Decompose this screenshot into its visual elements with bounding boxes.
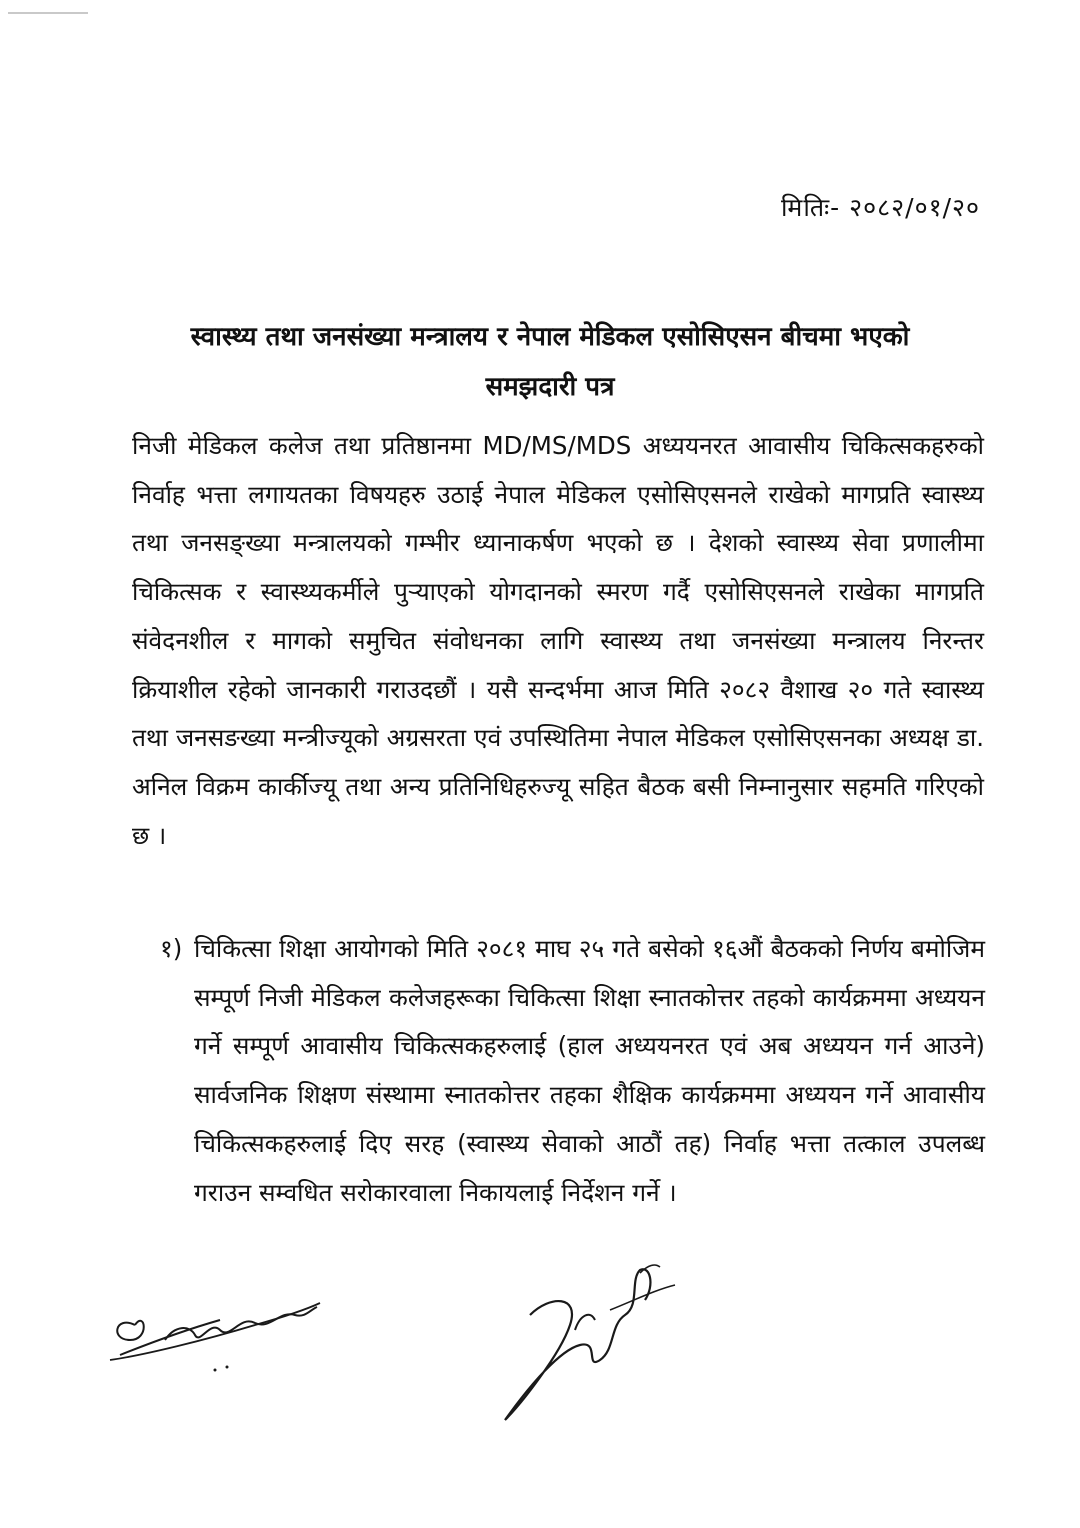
point-text: चिकित्सा शिक्षा आयोगको मिति २०८१ माघ २५ गते बसेको १६औं बैठकको निर्णय बमोजिम सम्पूर्ण निजी मेडिकल कलेजहरूका चिकित्सा शिक्षा स्नातकोत्तर तहको कार्यक्रममा अध्ययन गर्ने सम्पूर्ण आवासीय चिकित्सकहरुलाई (हाल अध्ययनरत एवं अब अध्ययन गर्न आउने) सार्वजनिक शिक्षण संस्थामा स्नातकोत्तर तहका शैक्षिक कार्यक्रममा अध्ययन गर्ने आवासीय चिकित्सकहरुलाई दिए सरह (स्वास्थ्य सेवाको आठौं तह) निर्वाह भत्ता तत्काल उपलब्ध गराउन सम्वधित सरोकारवाला निकायलाई निर्देशन गर्ने । <box>194 934 985 1207</box>
document-title <box>110 312 990 412</box>
date-label: मितिः- <box>780 193 841 222</box>
point-number: १) <box>160 934 183 963</box>
date-line <box>781 190 980 224</box>
signature-left <box>105 1285 325 1395</box>
date-value: २०८२/०१/२० <box>849 193 980 222</box>
title-line-2: समझदारी पत्र <box>485 372 615 402</box>
agreement-point-1 <box>160 925 985 1217</box>
title-line-1: स्वास्थ्य तथा जनसंख्या मन्त्रालय र नेपाल मेडिकल एसोसिएसन बीचमा भएको <box>190 322 910 352</box>
signature-right <box>490 1255 690 1430</box>
scan-edge-mark <box>8 12 88 14</box>
body-paragraph: निजी मेडिकल कलेज तथा प्रतिष्ठानमा MD/MS/MDS अध्ययनरत आवासीय चिकित्सकहरुको निर्वाह भत्ता लगायतका विषयहरु उठाई नेपाल मेडिकल एसोसिएसनले राखेको मागप्रति स्वास्थ्य तथा जनसङ्ख्या मन्त्रालयको गम्भीर ध्यानाकर्षण भएको छ । देशको स्वास्थ्य सेवा प्रणालीमा चिकित्सक र स्वास्थ्यकर्मीले पुऱ्याएको योगदानको स्मरण गर्दै एसोसिएसनले राखेका मागप्रति संवेदनशील र मागको समुचित संवोधनका लागि स्वास्थ्य तथा जनसंख्या मन्त्रालय निरन्तर क्रियाशील रहेको जानकारी गराउदछौं । यसै सन्दर्भमा आज मिति २०८२ वैशाख २० गते स्वास्थ्य तथा जनसङख्या मन्त्रीज्यूको अग्रसरता एवं उपस्थितिमा नेपाल मेडिकल एसोसिएसनका अध्यक्ष डा. अनिल विक्रम कार्कीज्यू तथा अन्य प्रतिनिधिहरुज्यू सहित बैठक बसी निम्नानुसार सहमति गरिएको छ । <box>132 431 984 850</box>
